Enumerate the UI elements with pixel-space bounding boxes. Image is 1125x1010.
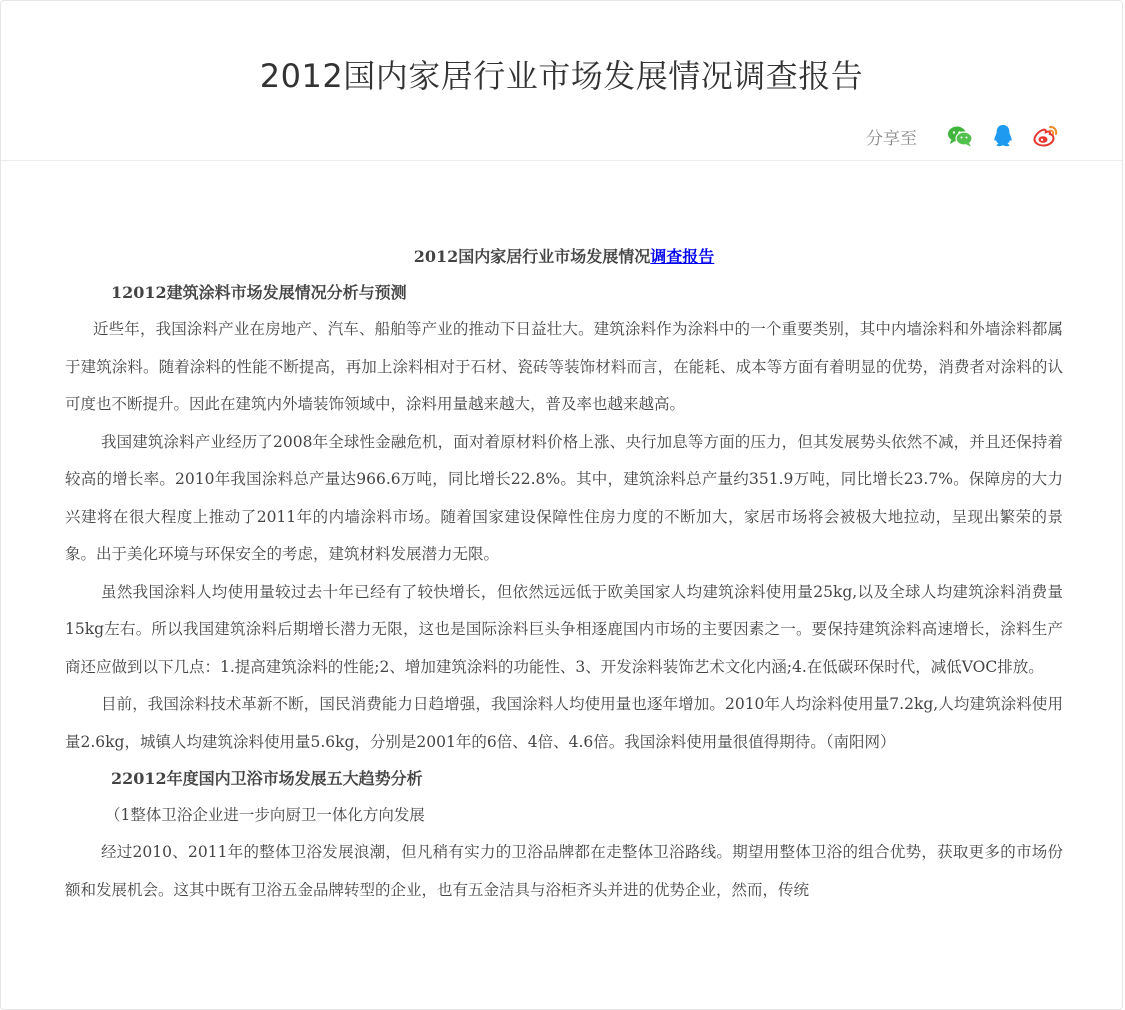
weibo-icon[interactable] [1032, 122, 1060, 150]
section-heading-1: 12012建筑涂料市场发展情况分析与预测 [111, 283, 407, 302]
paragraph: 我国建筑涂料产业经历了2008年全球性金融危机，面对着原材料价格上涨、央行加息等方面的压力，但其发展势头依然不减，并且还保持着较高的增长率。2010年我国涂料总产量达966.6万吨，同比增长22.8%。其中，建筑涂料总产量约351.9万吨，同比增长23.7%。保障房的大力兴建将在很大程度上推动了2011年的内墙涂料市场。随着国家建设保障性住房力度的不断加大，家居市场将会被极大地拉动，呈现出繁荣的景象。出于美化环境与环保安全的考虑，建筑材料发展潜力无限。 [65, 432, 1063, 563]
section-heading-2: 22012年度国内卫浴市场发展五大趋势分析 [111, 769, 423, 788]
qq-icon[interactable] [989, 122, 1017, 150]
paragraph: 经过2010、2011年的整体卫浴发展浪潮，但凡稍有实力的卫浴品牌都在走整体卫浴路线。期望用整体卫浴的组合优势，获取更多的市场份额和发展机会。这其中既有卫浴五金品牌转型的企业，也有五金洁具与浴柜齐头并进的优势企业，然而，传统 [65, 843, 1063, 899]
paragraph: 近些年，我国涂料产业在房地产、汽车、船舶等产业的推动下日益壮大。建筑涂料作为涂料中的一个重要类别，其中内墙涂料和外墙涂料都属于建筑涂料。随着涂料的性能不断提高，再加上涂料相对于石材、瓷砖等装饰材料而言，在能耗、成本等方面有着明显的优势，消费者对涂料的认可度也不断提升。因此在建筑内外墙装饰领域中，涂料用量越来越大，普及率也越来越高。 [65, 320, 1063, 413]
article-title [65, 239, 1063, 275]
subheading: （1整体卫浴企业进一步向厨卫一体化方向发展 [105, 806, 425, 824]
article-title-text: 2012国内家居行业市场发展情况 [413, 247, 651, 266]
page-header [1, 1, 1122, 161]
share-label: 分享至 [866, 128, 917, 149]
page-title: 2012国内家居行业市场发展情况调查报告 [259, 57, 864, 95]
wechat-icon[interactable] [946, 122, 974, 150]
paragraph: 目前，我国涂料技术革新不断，国民消费能力日趋增强，我国涂料人均使用量也逐年增加。2010年人均涂料使用量7.2kg,人均建筑涂料使用量2.6kg，城镇人均建筑涂料使用量5.6kg，分别是2001年的6倍、4倍、4.6倍。我国涂料使用量很值得期待。（南阳网） [65, 695, 1063, 751]
paragraph: 虽然我国涂料人均使用量较过去十年已经有了较快增长，但依然远远低于欧美国家人均建筑涂料使用量25kg,以及全球人均建筑涂料消费量15kg左右。所以我国建筑涂料后期增长潜力无限，这也是国际涂料巨头争相逐鹿国内市场的主要因素之一。要保持建筑涂料高速增长，涂料生产商还应做到以下几点：1.提高建筑涂料的性能;2、增加建筑涂料的功能性、3、开发涂料装饰艺术文化内涵;4.在低碳环保时代，减低VOC排放。 [65, 582, 1063, 676]
report-link[interactable]: 调查报告 [650, 247, 715, 266]
article-body [65, 239, 1063, 909]
share-bar [866, 121, 1060, 151]
